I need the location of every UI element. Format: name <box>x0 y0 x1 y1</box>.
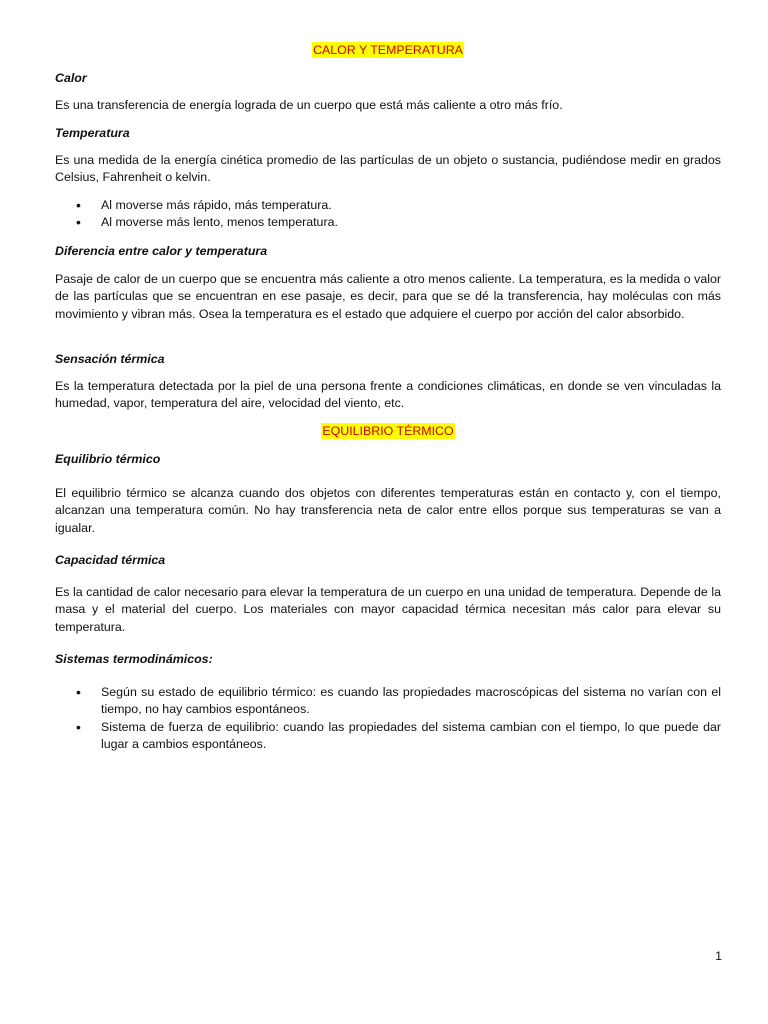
paragraph-calor: Es una transferencia de energía lograda de un cuerpo que está más caliente a otro más frío. <box>55 98 563 112</box>
page-title: CALOR Y TEMPERATURA <box>313 43 463 57</box>
paragraph-temperatura: Es una medida de la energía cinética promedio de las partículas de un objeto o sustancia, pudiéndose medir en grados Celsius, Fahrenheit o kelvin. <box>55 153 721 185</box>
heading-calor: Calor <box>55 71 87 85</box>
list-item: • Según su estado de equilibrio térmico: es cuando las propiedades macroscópicas del sistema no varían con el tiempo, no hay cambios espontáneos. <box>55 684 721 719</box>
heading-sistemas: Sistemas termodinámicos: <box>55 652 213 666</box>
heading-capacidad: Capacidad térmica <box>55 553 166 567</box>
heading-sensacion: Sensación térmica <box>55 352 165 366</box>
page-number: 1 <box>715 949 722 963</box>
bullet-list-sistemas <box>55 684 721 753</box>
subtitle-line <box>55 423 721 440</box>
heading-temperatura: Temperatura <box>55 126 130 140</box>
title-line <box>55 42 721 59</box>
section-title-equilibrio: EQUILIBRIO TÉRMICO <box>322 424 454 438</box>
paragraph-diferencia: Pasaje de calor de un cuerpo que se encuentra más caliente a otro menos caliente. La temperatura, es la medida o valor de las partículas que se encuentran en ese pasaje, es decir, para que se dé la transferencia, hay moléculas con más movimiento y vibran más. Osea la temperatura es el estado que adquiere el cuerpo por acción del calor absorbido. <box>55 272 721 321</box>
heading-diferencia: Diferencia entre calor y temperatura <box>55 244 268 258</box>
paragraph-capacidad: Es la cantidad de calor necesario para elevar la temperatura de un cuerpo en una unidad de temperatura. Depende de la masa y el material del cuerpo. Los materiales con mayor capacidad térmica necesitan más calor para elevar su temperatura. <box>55 585 721 634</box>
paragraph-equilibrio: El equilibrio térmico se alcanza cuando dos objetos con diferentes temperaturas están en contacto y, con el tiempo, alcanzan una temperatura común. No hay transferencia neta de calor entre ellos porque sus temperaturas se van a igualar. <box>55 486 721 535</box>
list-item: • Sistema de fuerza de equilibrio: cuando las propiedades del sistema cambian con el tiempo, lo que puede dar lugar a cambios espontáneos. <box>55 719 721 754</box>
paragraph-sensacion: Es la temperatura detectada por la piel de una persona frente a condiciones climáticas, en donde se ven vinculadas la humedad, vapor, temperatura del aire, velocidad del viento, etc. <box>55 379 721 411</box>
bullet-list-temperatura <box>55 197 721 232</box>
heading-equilibrio: Equilibrio térmico <box>55 452 161 466</box>
list-item: • Al moverse más rápido, más temperatura. <box>55 197 721 214</box>
list-item: • Al moverse más lento, menos temperatura. <box>55 214 721 231</box>
